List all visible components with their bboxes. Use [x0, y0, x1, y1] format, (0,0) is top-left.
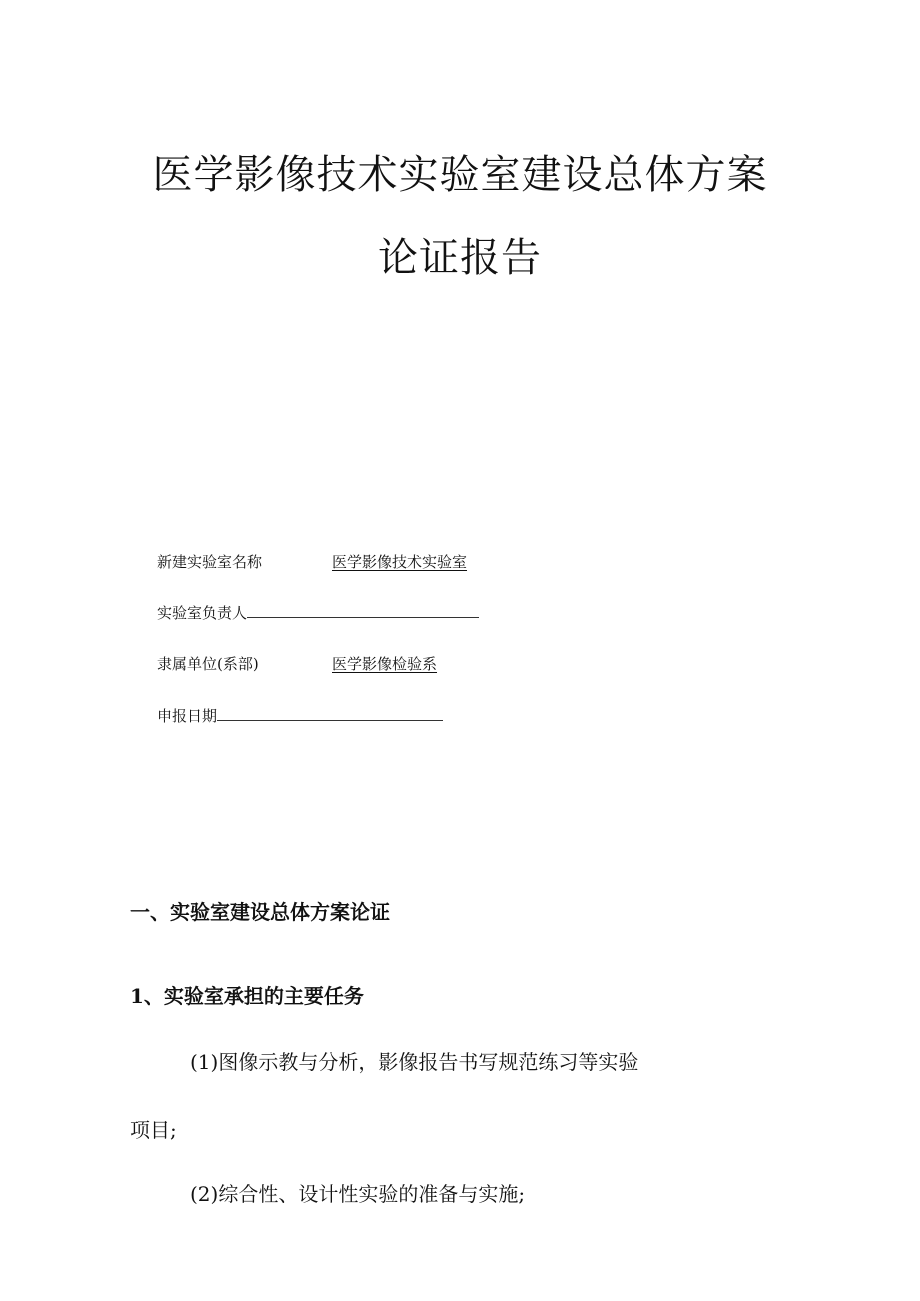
lab-name-field — [157, 551, 468, 572]
unit-label: 隶属单位(系部) — [157, 655, 259, 673]
document-title-line1: 医学影像技术实验室建设总体方案 — [152, 152, 768, 198]
lab-name-label: 新建实验室名称 — [157, 553, 263, 571]
document-title-line2: 论证报告 — [378, 235, 542, 281]
subsection-heading: 1、实验室承担的主要任务 — [130, 984, 364, 1008]
unit-field — [157, 653, 438, 674]
lab-name-value: 医学影像技术实验室 — [332, 553, 468, 571]
director-field — [157, 602, 479, 623]
director-label: 实验室负责人 — [157, 604, 248, 622]
task-item-1-line2: 项目; — [130, 1118, 177, 1142]
director-blank-line — [247, 603, 479, 618]
unit-value: 医学影像检验系 — [332, 655, 438, 673]
section-heading: 一、实验室建设总体方案论证 — [130, 900, 390, 924]
date-field — [157, 705, 443, 726]
task-item-1-line1: (1)图像示教与分析，影像报告书写规范练习等实验 — [190, 1050, 639, 1074]
date-label: 申报日期 — [157, 707, 218, 725]
date-blank-line — [217, 706, 443, 721]
task-item-2: (2)综合性、设计性实验的准备与实施; — [190, 1182, 526, 1206]
